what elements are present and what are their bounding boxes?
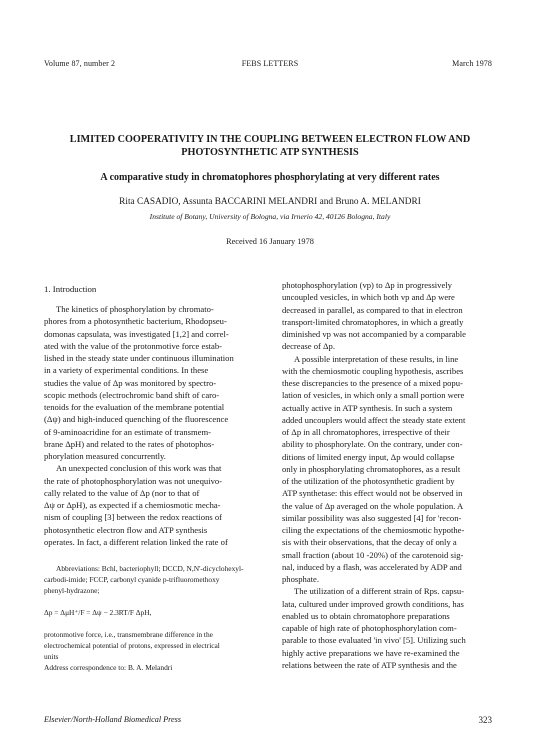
text-line: lished in the steady state under continuous illumination [44,353,234,363]
text-line: added uncouplers would affect the steady state extent [282,414,466,425]
text-line: units [44,652,59,661]
text-line: only in phosphorylating chromatophores, as a result [282,463,461,474]
text-line: The kinetics of phosphorylation by chromato- [56,304,214,314]
text-line: photosynthetic electron flow and ATP synthesis [44,524,208,535]
footnotes [44,563,272,673]
text-line: with the chemiosmotic coupling hypothesis, ascribes [282,365,464,376]
right-column-body [282,279,508,671]
text-line: highly active preparations we have re-examined the [282,647,460,658]
text-line: studies the value of Δp was monitored by spectro- [44,377,217,388]
text-line: protonmotive force, i.e., transmembrane difference in the [44,630,213,639]
text-line: ATP synthetase: this effect would not be observed in [282,488,463,499]
text-line: nism of coupling [3] between the redox reactions of [44,512,223,523]
text-line: ditions of limited energy input, Δp would collapse [282,451,455,462]
text-line: ciling the expectations of the chemiosmotic hypothe- [282,525,465,535]
text-line: lation of vesicles, in which only a small portion were [282,390,465,401]
text-line: electrochemical potential of protons, expressed in electrical [44,641,220,650]
text-line: nal, induced by a flash, was accelerated by ADP and [282,561,462,572]
text-line: transport-limited chromatophores, in which a greatly [282,316,464,327]
text-line: actually active in ATP synthesis. In such a system [282,402,453,413]
text-line: phorylation measured concurrently. [44,451,166,461]
text-line: domonas capsulata, was investigated [1,2] and correl- [44,328,229,339]
article-subtitle: A comparative study in chromatophores phosphorylating at very different rates [100,172,440,183]
text-line: phores from a photosynthetic bacterium, Rhodopseu- [44,316,227,327]
text-line [44,618,272,629]
text-line: An unexpected conclusion of this work was that [56,463,222,474]
text-line: small fraction (about 10 -20%) of the carotenoid sig- [282,549,464,560]
text-line: Δψ or ΔpH), as expected if a chemiosmotic mecha- [44,500,221,510]
section-heading-introduction: 1. Introduction [44,284,97,294]
text-line: scopic methods (electrochromic band shift of caro- [44,389,220,400]
title-line: LIMITED COOPERATIVITY IN THE COUPLING BETWEEN ELECTRON FLOW AND [69,134,471,145]
text-line: (Δψ) and high-induced quenching of the fluorescence [44,414,229,425]
running-header-journal: FEBS LETTERS [241,59,299,68]
author-list: Rita CASADIO, Assunta BACCARINI MELANDRI and Bruno A. MELANDRI [119,197,421,207]
left-column-body [44,303,272,548]
text-line: decrease of Δp. [282,341,336,352]
text-line: brane ΔpH) and related to the rates of photophos- [44,438,215,449]
text-line: parable to those evaluated 'in vivo' [5]. Utilizing such [282,635,466,646]
text-line: the rate of photophosphorylation was not unequivo- [44,475,223,486]
text-line: of Δp in all chromatophores, irrespective of their [282,427,450,437]
running-header-volume: Volume 87, number 2 [44,59,116,68]
text-line: relations between the rate of ATP synthesis and the [282,659,457,670]
text-line: diminished vp was not accompanied by a comparable [282,329,466,339]
text-line: cally related to the value of Δp (nor to that of [44,487,200,498]
text-line: lata, cultured under improved growth conditions, has [282,598,464,609]
text-line: phosphate. [282,574,319,584]
article-title [40,133,500,159]
text-line: of the utilization of the photosynthetic gradient by [282,476,455,486]
text-line: ability to phosphorylate. On the contrary, under con- [282,439,463,450]
text-line: carbodi-imide; FCCP, carbonyl cyanide p-trifluoromethoxy [44,575,220,584]
text-line: uncoupled vesicles, in which both vp and Δp were [282,292,455,303]
text-line: in a variety of experimental conditions. In these [44,365,209,376]
text-line: these discrepancies to the presence of a mixed popu- [282,378,463,388]
text-line: photophosphorylation (vp) to Δp in progressively [282,280,452,290]
text-line: decreased in parallel, as compared to that in electron [282,304,463,315]
running-header-date: March 1978 [452,59,492,68]
text-line: similar possibility was also suggested [4] for 'recon- [282,512,462,523]
publisher-footer: Elsevier/North-Holland Biomedical Press [44,715,182,724]
text-line: ated with the value of the protonmotive force estab- [44,340,223,351]
text-line: The utilization of a different strain of Rps. capsu- [294,586,464,597]
text-line: sis with their observations, that the decay of only a [282,537,457,548]
text-line: phenyl-hydrazone; [44,586,100,595]
page-number: 323 [478,715,492,725]
text-line: the value of Δp averaged on the whole population. A [282,500,464,511]
text-line: Abbreviations: Bchl, bacteriophyll; DCCD, N,N'-dicyclohexyl- [56,564,244,573]
received-date: Received 16 January 1978 [226,237,314,246]
text-line: tenoids for the evaluation of the membrane potential [44,402,225,412]
text-line: A possible interpretation of these results, in line [294,353,459,364]
title-line: PHOTOSYNTHETIC ATP SYNTHESIS [181,147,359,158]
author-affiliation: Institute of Botany, University of Bologna, via Irnerio 42, 40126 Bologna, Italy [149,212,391,221]
text-line: Address correspondence to: B. A. Melandri [44,663,173,672]
text-line: of 9-aminoacridine for an estimate of transmem- [44,426,212,437]
text-line: operates. In fact, a different relation linked the rate of [44,536,228,547]
text-line: enabled us to obtain chromatophore preparations [282,610,450,621]
text-line: capable of high rate of photophosphorylation com- [282,623,457,633]
text-line: Δp = ΔμH⁺/F = Δψ − 2.3RT/F ΔpH, [44,608,152,617]
text-line [44,596,272,607]
